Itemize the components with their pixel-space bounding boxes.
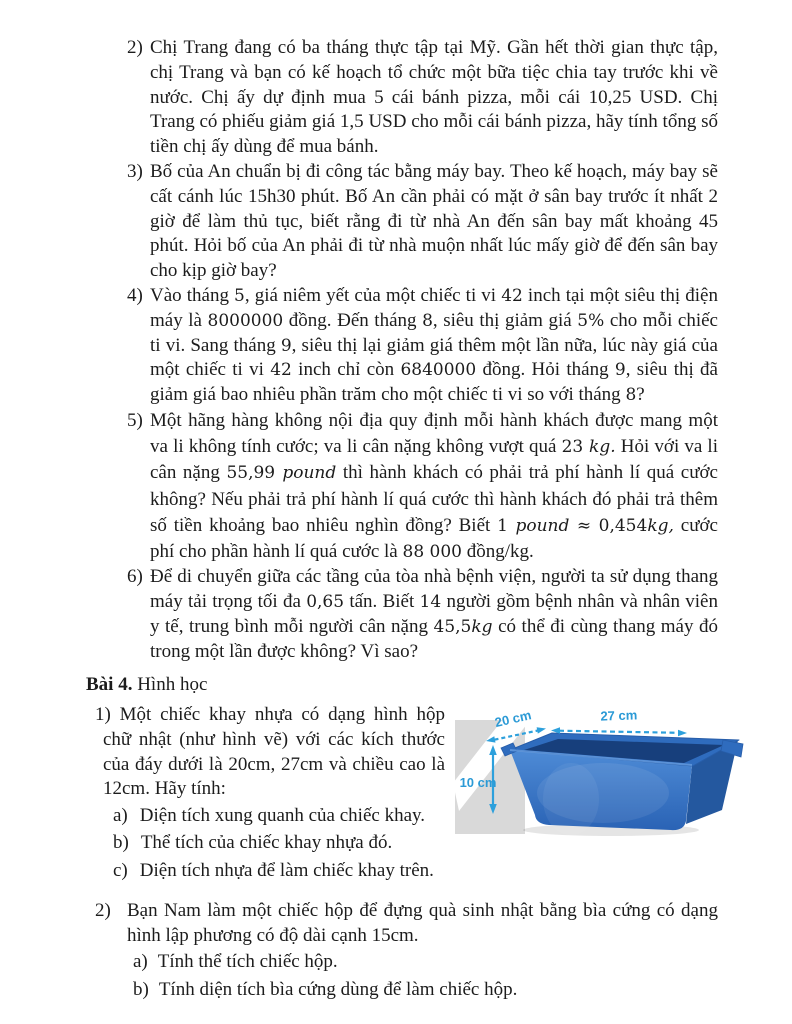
section-heading bbox=[86, 672, 718, 698]
tray-sheen-2 bbox=[543, 763, 599, 835]
height-label: 10 cm bbox=[459, 775, 497, 791]
subitem-a bbox=[133, 948, 792, 976]
length-dimension bbox=[551, 708, 687, 737]
problem-number: 2) bbox=[127, 37, 143, 58]
problem-item-5 bbox=[127, 408, 718, 565]
subitem-label: a) bbox=[133, 951, 148, 973]
subitem-label: a) bbox=[113, 804, 128, 826]
problem-number: 3) bbox=[127, 160, 143, 182]
problem-number: 4) bbox=[127, 284, 143, 306]
problem-item-4 bbox=[127, 284, 718, 408]
tray-figure bbox=[453, 699, 745, 839]
subitem-text: Tính diện tích bìa cứng dùng để làm chiếc hộp. bbox=[158, 978, 518, 1000]
subitem-b bbox=[133, 976, 792, 1004]
problem-text: Một hãng hàng không nội địa quy định mỗi hành khách được mang một va li không tính cước; va li cân nặng không vượt quá 23 kg. Hỏi với va li cân nặng 55,99 pound thì hành khách có phải trả phí hành lí quá cước không? Nếu phải trả phí hành lí quá cước thì hành khách đó phải trả thêm số tiền khoảng bao nhiêu nghìn đồng? Biết 1 pound ≈ 0,454kg, cước phí cho phần hành lí quá cước là 88 000 đồng/kg. bbox=[150, 409, 718, 562]
subitem-text: Diện tích xung quanh của chiếc khay. bbox=[139, 804, 426, 826]
problem-number: 2) bbox=[95, 899, 111, 921]
problem-text: Để di chuyển giữa các tầng của tòa nhà bệnh viện, người ta sử dụng thang máy tải trọng tối đa 0,65 tấn. Biết 14 người gồm bệnh nhân và nhân viên y tế, trung bình mỗi người cân nặng 45,5kg có thể đi cùng thang máy đó trong một lần được không? Vì sao? bbox=[150, 566, 719, 662]
width-arrowhead-right bbox=[537, 728, 546, 734]
problem-text: Vào tháng 5, giá niêm yết của một chiếc ti vi 42 inch tại một siêu thị điện máy là 8000000 đồng. Đến tháng 8, siêu thị giảm giá 5% cho mỗi chiếc ti vi. Sang tháng 9, siêu thị lại giảm giá thêm một lần nữa, lúc này giá của một chiếc ti vi 42 inch chỉ còn 6840000 đồng. Hỏi tháng 9, siêu thị đã giảm giá bao nhiêu phần trăm cho một chiếc ti vi so với tháng 8? bbox=[150, 284, 718, 406]
subitem-text: Diện tích nhựa để làm chiếc khay trên. bbox=[139, 859, 434, 881]
tray-figure-svg bbox=[453, 699, 745, 839]
subitem-label: c) bbox=[113, 859, 128, 881]
subitem-label: b) bbox=[113, 832, 129, 854]
subitem-label: b) bbox=[133, 978, 149, 1000]
problem-text: Chị Trang đang có ba tháng thực tập tại Mỹ. Gần hết thời gian thực tập, chị Trang và bạn có kế hoạch tổ chức một bữa tiệc chia tay trước khi về nước. Chị ấy dự định mua 5 cái bánh pizza, mỗi cái 10,25 USD. Chị Trang có phiếu giảm giá 1,5 USD cho mỗi cái bánh pizza, hãy tính tổng số tiền chị ấy dùng để mua bánh. bbox=[150, 37, 718, 158]
problem-text: Một chiếc khay nhựa có dạng hình hộp chữ nhật (như hình vẽ) với các kích thước của đáy dưới là 20cm, 27cm và chiều cao là 12cm. Hãy tính: bbox=[103, 704, 445, 800]
problem-item-6 bbox=[127, 565, 719, 664]
width-label: 20 cm bbox=[493, 707, 533, 731]
length-arrowhead-right bbox=[678, 730, 687, 736]
problem-item-3 bbox=[127, 160, 718, 284]
problem-text: Bố của An chuẩn bị đi công tác bằng máy bay. Theo kế hoạch, máy bay sẽ cất cánh lúc 15h30 phút. Bố An cần phải có mặt ở sân bay trước ít nhất 2 giờ để làm thủ tục, biết rằng đi từ nhà An đến sân bay mất khoảng 45 phút. Hỏi bố của An phải đi từ nhà muộn nhất lúc mấy giờ để đến sân bay cho kịp giờ bay? bbox=[150, 160, 718, 282]
length-arrow-line bbox=[559, 731, 679, 733]
problem-number: 6) bbox=[127, 566, 143, 588]
section-title: Hình học bbox=[137, 674, 208, 696]
subitem-text: Tính thể tích chiếc hộp. bbox=[157, 951, 338, 973]
subitem-text: Thể tích của chiếc khay nhựa đó. bbox=[140, 832, 393, 854]
problem-number: 1) bbox=[95, 704, 111, 726]
problem-item-2 bbox=[127, 36, 718, 160]
length-label: 27 cm bbox=[600, 707, 638, 725]
subitem-c bbox=[113, 857, 745, 885]
geometry-item-1 bbox=[95, 703, 745, 884]
geometry-item-2 bbox=[95, 898, 718, 949]
problem-number: 5) bbox=[127, 409, 143, 431]
problem-text: Bạn Nam làm một chiếc hộp để đựng quà sinh nhật bằng bìa cứng có dạng hình lập phương có độ dài cạnh 15cm. bbox=[127, 899, 718, 946]
section-label: Bài 4. bbox=[86, 674, 133, 696]
